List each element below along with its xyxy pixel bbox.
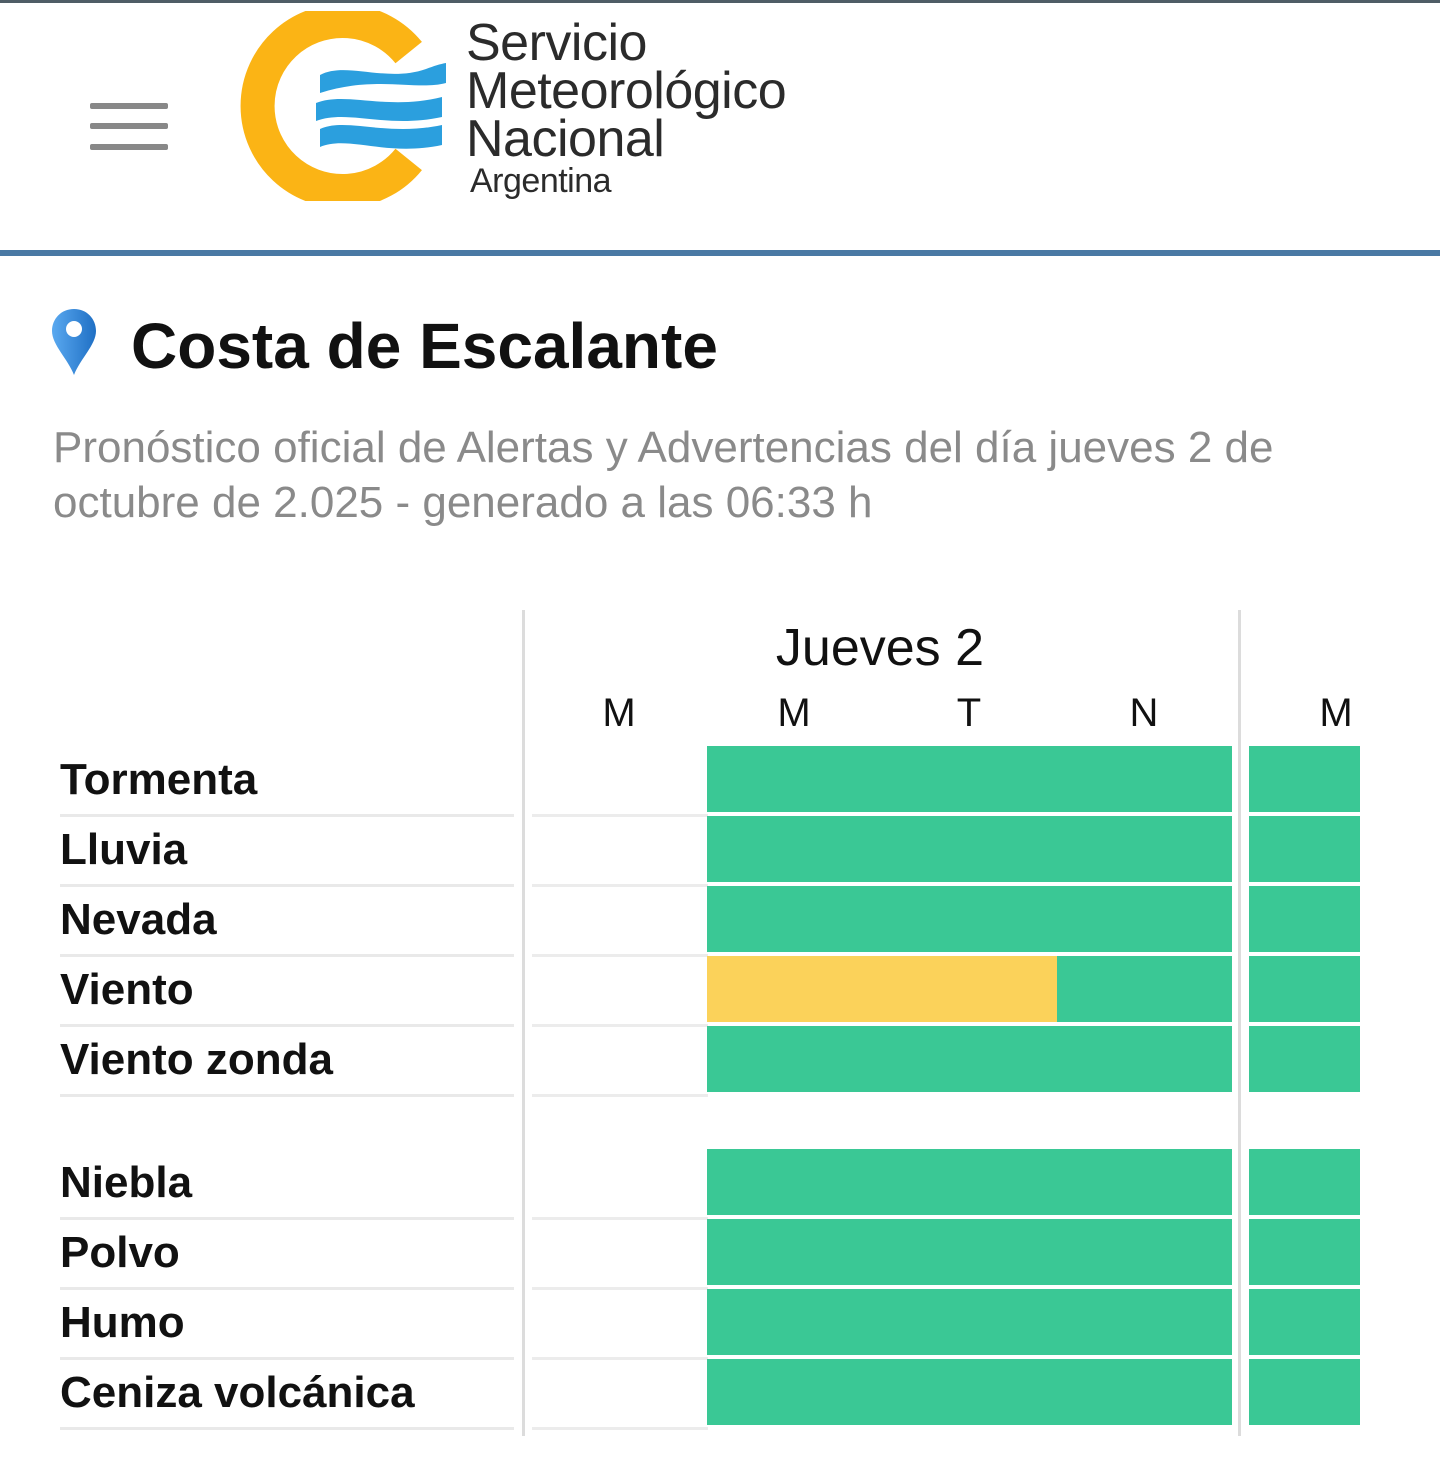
alert-level-cell[interactable] [707, 746, 882, 812]
alert-level-cell[interactable] [882, 1026, 1057, 1092]
period-header: N [1129, 691, 1159, 735]
alert-level-cell-next-day[interactable] [1249, 886, 1360, 952]
alert-level-cell[interactable] [1057, 816, 1232, 882]
row-separator [532, 884, 708, 887]
alert-level-cell[interactable] [707, 1359, 882, 1425]
alert-level-cell[interactable] [1057, 1219, 1232, 1285]
forecast-subtitle: Pronóstico oficial de Alertas y Advertencias del día jueves 2 de octubre de 2.025 - generado a las 06:33 h [53, 423, 1274, 527]
alert-level-cell-next-day[interactable] [1249, 956, 1360, 1022]
row-separator [532, 1217, 708, 1220]
alert-level-cell[interactable] [1057, 886, 1232, 952]
alert-row-label: Viento [60, 956, 514, 1027]
alert-row-label: Humo [60, 1289, 514, 1360]
table-divider-day [1238, 610, 1241, 1436]
alert-level-cell[interactable] [1057, 1026, 1232, 1092]
alert-row-label: Lluvia [60, 816, 514, 887]
period-header: M [777, 691, 811, 735]
alert-level-cell-next-day[interactable] [1249, 1219, 1360, 1285]
row-separator [532, 814, 708, 817]
alert-level-cell[interactable] [882, 746, 1057, 812]
alert-level-cell[interactable] [707, 956, 882, 1022]
alert-level-cell-next-day[interactable] [1249, 1026, 1360, 1092]
alert-row-label: Ceniza volcánica [60, 1359, 514, 1430]
alert-level-cell[interactable] [707, 1149, 882, 1215]
smn-logo[interactable] [236, 11, 866, 203]
alert-level-cell[interactable] [707, 1289, 882, 1355]
row-separator [532, 1024, 708, 1027]
location-title: Costa de Escalante [131, 310, 718, 382]
alert-level-cell[interactable] [1057, 956, 1232, 1022]
alert-level-cell[interactable] [707, 816, 882, 882]
alert-level-cell[interactable] [882, 956, 1057, 1022]
alert-level-cell[interactable] [707, 1219, 882, 1285]
logo-text-line3: Nacional [466, 110, 665, 168]
alert-level-cell-next-day[interactable] [1249, 1359, 1360, 1425]
alert-level-cell[interactable] [882, 1289, 1057, 1355]
smn-logo-mark-icon [236, 11, 451, 201]
alert-level-cell[interactable] [1057, 746, 1232, 812]
alert-row-label: Viento zonda [60, 1026, 514, 1097]
period-header-next-day: M [1319, 691, 1353, 735]
alert-level-cell-next-day[interactable] [1249, 816, 1360, 882]
alert-level-cell[interactable] [1057, 1359, 1232, 1425]
period-header: M [602, 691, 636, 735]
alert-level-cell-next-day[interactable] [1249, 746, 1360, 812]
alert-level-cell[interactable] [707, 1026, 882, 1092]
row-separator [532, 1357, 708, 1360]
alert-level-cell[interactable] [1057, 1149, 1232, 1215]
alert-level-cell[interactable] [707, 886, 882, 952]
alert-row-label: Nevada [60, 886, 514, 957]
table-divider-left [522, 610, 525, 1436]
alert-level-cell[interactable] [882, 1359, 1057, 1425]
row-separator [532, 1287, 708, 1290]
logo-text-line4: Argentina [470, 162, 612, 200]
site-header [0, 3, 1440, 250]
alert-row-label: Niebla [60, 1149, 514, 1220]
row-separator [532, 1427, 708, 1430]
alert-level-cell[interactable] [882, 886, 1057, 952]
logo-text-line2: Meteorológico [466, 62, 787, 120]
row-separator [532, 954, 708, 957]
alert-level-cell[interactable] [1057, 1289, 1232, 1355]
map-pin-icon [50, 307, 98, 377]
alert-level-cell-next-day[interactable] [1249, 1149, 1360, 1215]
alert-row-label: Polvo [60, 1219, 514, 1290]
hamburger-menu-icon[interactable] [86, 99, 172, 161]
header-divider [0, 250, 1440, 256]
row-separator [532, 1094, 708, 1097]
alert-level-cell[interactable] [882, 816, 1057, 882]
alert-level-cell[interactable] [882, 1219, 1057, 1285]
logo-text-line1: Servicio [466, 14, 647, 72]
alert-level-cell-next-day[interactable] [1249, 1289, 1360, 1355]
period-header: T [956, 691, 982, 735]
alert-row-label: Tormenta [60, 746, 514, 817]
alert-level-cell[interactable] [882, 1149, 1057, 1215]
day-header: Jueves 2 [775, 619, 985, 677]
